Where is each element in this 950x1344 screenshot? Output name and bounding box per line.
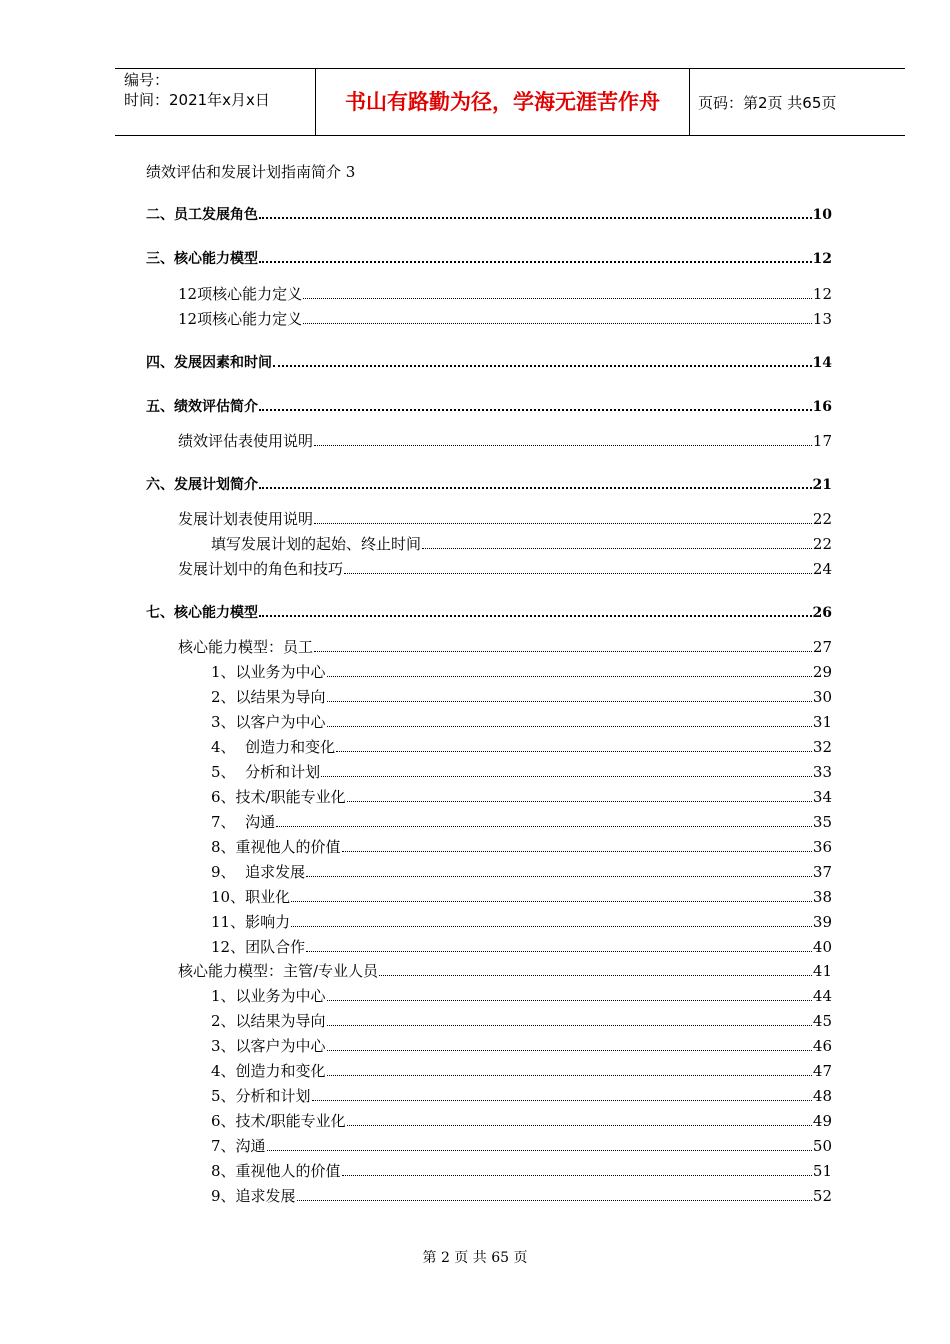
toc-entry[interactable]: 二、员工发展角色 10 <box>146 207 832 223</box>
toc-entry[interactable]: 1、以业务为中心 44 <box>211 987 832 1005</box>
header-meta <box>124 70 270 110</box>
toc-entry[interactable]: 7、沟通 50 <box>211 1137 832 1155</box>
toc-entry[interactable]: 7、 沟通 35 <box>211 813 832 831</box>
number-label: 编号： <box>124 71 170 89</box>
toc-entry[interactable]: 绩效评估表使用说明 17 <box>178 432 832 450</box>
toc-entry[interactable]: 填写发展计划的起始、终止时间 22 <box>211 535 832 553</box>
header-top-rule <box>115 68 905 69</box>
toc-entry[interactable]: 五、绩效评估简介 16 <box>146 399 832 415</box>
toc-entry[interactable]: 8、重视他人的价值 51 <box>211 1162 832 1180</box>
toc-entry[interactable]: 6、技术/职能专业化 34 <box>211 788 832 806</box>
toc-entry[interactable]: 6、技术/职能专业化 49 <box>211 1112 832 1130</box>
toc-entry[interactable]: 12、团队合作 40 <box>211 938 832 956</box>
toc-entry[interactable]: 六、发展计划简介 21 <box>146 477 832 493</box>
toc-entry[interactable]: 2、以结果为导向 45 <box>211 1012 832 1030</box>
toc-entry[interactable]: 发展计划中的角色和技巧 24 <box>178 560 832 578</box>
toc-entry[interactable]: 5、 分析和计划 33 <box>211 763 832 781</box>
toc-entry[interactable]: 4、创造力和变化 47 <box>211 1062 832 1080</box>
toc-entry[interactable]: 核心能力模型：员工 27 <box>178 638 832 656</box>
toc-entry[interactable]: 四、发展因素和时间 14 <box>146 355 832 371</box>
toc-entry[interactable]: 12项核心能力定义 12 <box>178 285 832 303</box>
toc-entry[interactable]: 12项核心能力定义 13 <box>178 310 832 328</box>
page-footer: 第 2 页 共 65 页 <box>422 1250 528 1266</box>
toc-entry[interactable]: 3、以客户为中心 31 <box>211 713 832 731</box>
toc-entry[interactable]: 11、影响力 39 <box>211 913 832 931</box>
toc-intro: 绩效评估和发展计划指南简介 3 <box>146 163 356 181</box>
time-label: 时间：2021年x月x日 <box>124 91 270 109</box>
header-motto: 书山有路勤为径，学海无涯苦作舟 <box>345 90 660 114</box>
toc-entry[interactable]: 发展计划表使用说明 22 <box>178 510 832 528</box>
toc-entry[interactable]: 10、职业化 38 <box>211 888 832 906</box>
toc-entry[interactable]: 9、追求发展 52 <box>211 1187 832 1205</box>
toc-entry[interactable]: 5、分析和计划 48 <box>211 1087 832 1105</box>
toc-entry[interactable]: 9、 追求发展 37 <box>211 863 832 881</box>
header-bottom-rule <box>115 135 905 136</box>
header-page-info: 页码：第2页 共65页 <box>698 94 837 112</box>
toc-entry[interactable]: 8、重视他人的价值 36 <box>211 838 832 856</box>
toc-entry[interactable]: 三、核心能力模型 12 <box>146 251 832 267</box>
header-divider <box>689 68 690 135</box>
toc-entry[interactable]: 2、以结果为导向 30 <box>211 688 832 706</box>
toc-entry[interactable]: 核心能力模型：主管/专业人员 41 <box>178 962 832 980</box>
toc-entry[interactable]: 七、核心能力模型 26 <box>146 605 832 621</box>
toc-entry[interactable]: 3、以客户为中心 46 <box>211 1037 832 1055</box>
toc-entry[interactable]: 4、 创造力和变化 32 <box>211 738 832 756</box>
toc-entry[interactable]: 1、以业务为中心 29 <box>211 663 832 681</box>
